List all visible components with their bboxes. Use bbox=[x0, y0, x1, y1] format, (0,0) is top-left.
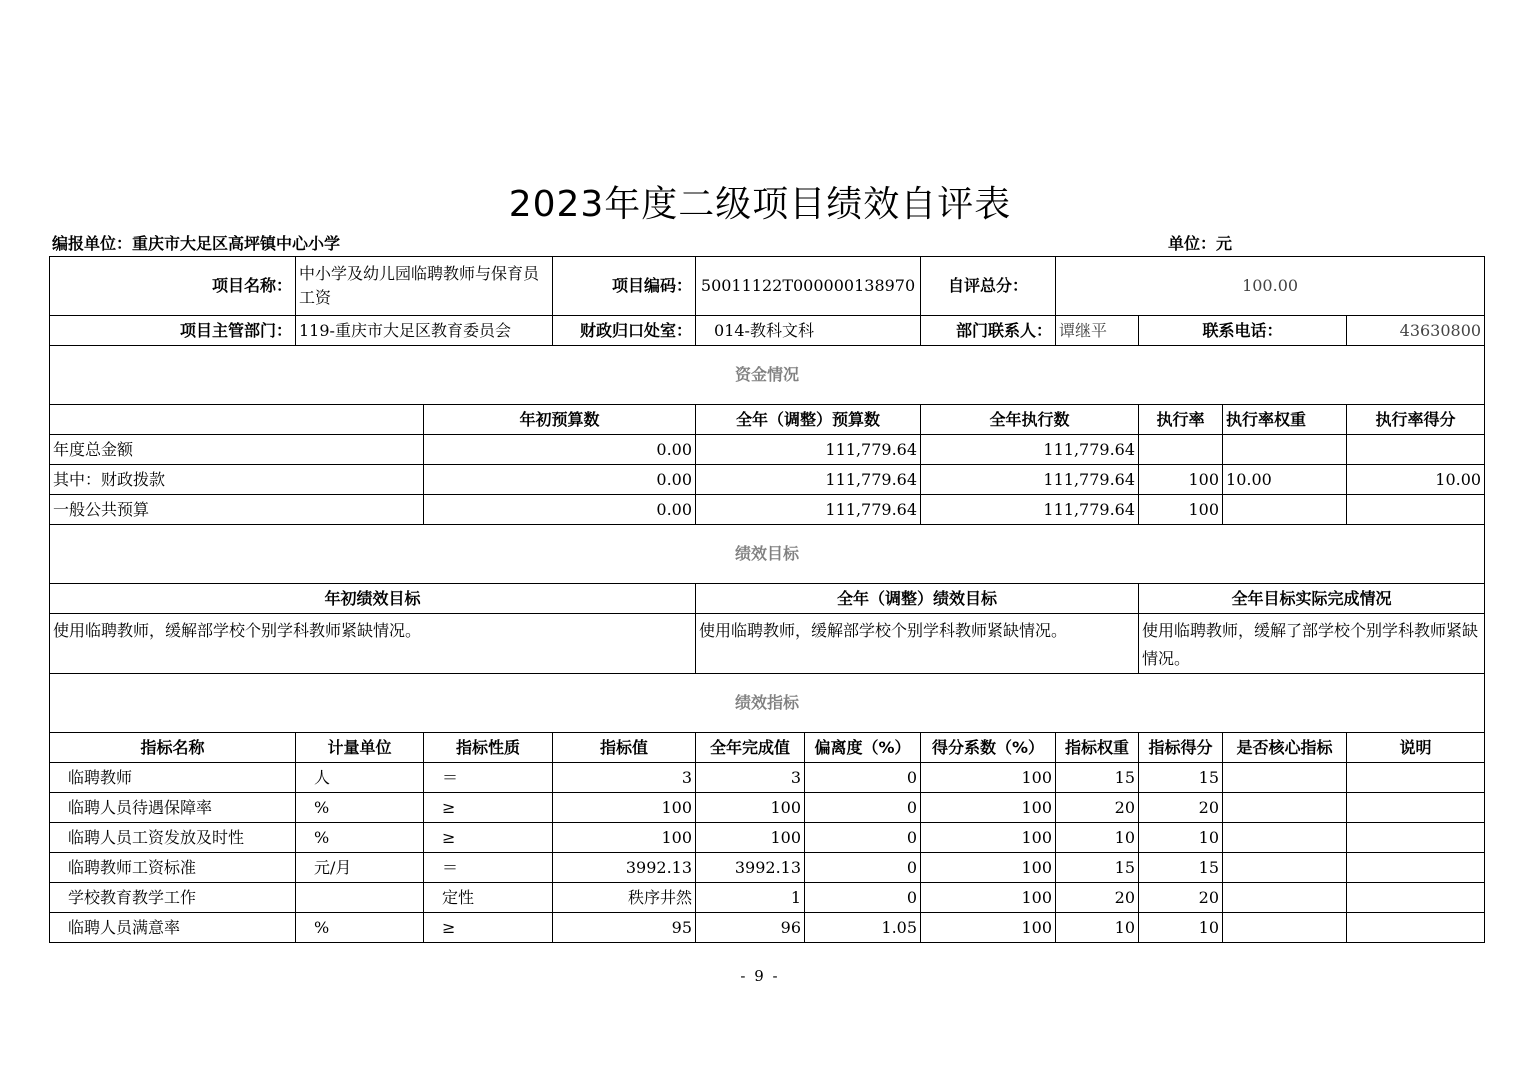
indicator-cell: 15 bbox=[1056, 763, 1139, 793]
funds-cell bbox=[1347, 435, 1485, 465]
finance-office: 014-教科文科 bbox=[696, 316, 921, 346]
indicator-cell: 100 bbox=[921, 913, 1056, 943]
funds-cell bbox=[1139, 435, 1223, 465]
goals-section-title: 绩效目标 bbox=[50, 525, 1485, 584]
indicator-header: 得分系数（%） bbox=[921, 733, 1056, 763]
indicator-header: 偏离度（%） bbox=[805, 733, 921, 763]
total-score: 100.00 bbox=[1056, 257, 1485, 316]
funds-cell: 111,779.64 bbox=[921, 495, 1139, 525]
indicator-cell: 人 bbox=[296, 763, 424, 793]
project-code: 50011122T000000138970 bbox=[696, 257, 921, 316]
phone-number: 43630800 bbox=[1347, 316, 1485, 346]
funds-cell: 111,779.64 bbox=[696, 465, 921, 495]
phone-label: 联系电话： bbox=[1139, 316, 1347, 346]
indicator-cell: 临聘教师工资标准 bbox=[50, 853, 296, 883]
indicator-cell: 临聘教师 bbox=[50, 763, 296, 793]
funds-cell: 其中：财政拨款 bbox=[50, 465, 424, 495]
indicator-cell: 元/月 bbox=[296, 853, 424, 883]
funds-cell bbox=[1347, 495, 1485, 525]
indicator-cell: ≥ bbox=[424, 913, 553, 943]
indicator-cell: 15 bbox=[1139, 853, 1223, 883]
indicators-header-row bbox=[50, 733, 1485, 763]
funds-header: 执行率得分 bbox=[1347, 405, 1485, 435]
goals-header-row bbox=[50, 584, 1485, 614]
indicator-cell: % bbox=[296, 823, 424, 853]
indicator-cell: ＝ bbox=[424, 853, 553, 883]
indicator-cell: 100 bbox=[921, 763, 1056, 793]
project-info-row bbox=[50, 257, 1485, 316]
funds-section-title: 资金情况 bbox=[50, 346, 1485, 405]
indicator-cell bbox=[1223, 853, 1347, 883]
funds-header-row bbox=[50, 405, 1485, 435]
project-code-label: 项目编码： bbox=[553, 257, 696, 316]
funds-header: 执行率权重 bbox=[1223, 405, 1347, 435]
funds-cell: 0.00 bbox=[424, 495, 696, 525]
evaluation-table bbox=[49, 256, 1485, 943]
indicator-cell: % bbox=[296, 793, 424, 823]
department-row bbox=[50, 316, 1485, 346]
indicator-cell: 0 bbox=[805, 763, 921, 793]
indicator-cell: 20 bbox=[1056, 793, 1139, 823]
page-number: - 9 - bbox=[740, 967, 780, 985]
indicator-row bbox=[50, 913, 1485, 943]
indicator-cell: 100 bbox=[553, 823, 696, 853]
funds-cell: 0.00 bbox=[424, 465, 696, 495]
score-label: 自评总分： bbox=[921, 257, 1056, 316]
indicator-row bbox=[50, 883, 1485, 913]
funds-cell: 111,779.64 bbox=[921, 465, 1139, 495]
indicator-cell bbox=[1347, 793, 1485, 823]
indicator-cell: 10 bbox=[1139, 913, 1223, 943]
indicator-cell: 15 bbox=[1056, 853, 1139, 883]
indicator-cell bbox=[1347, 823, 1485, 853]
indicator-cell bbox=[1223, 793, 1347, 823]
indicator-header: 指标值 bbox=[553, 733, 696, 763]
indicator-cell bbox=[1223, 823, 1347, 853]
funds-cell: 100 bbox=[1139, 465, 1223, 495]
funds-header bbox=[50, 405, 424, 435]
indicator-cell: 95 bbox=[553, 913, 696, 943]
funds-row bbox=[50, 465, 1485, 495]
indicator-cell bbox=[1347, 913, 1485, 943]
indicator-cell: 100 bbox=[696, 823, 805, 853]
indicator-cell: 1.05 bbox=[805, 913, 921, 943]
indicator-cell: ≥ bbox=[424, 793, 553, 823]
indicator-cell: 3992.13 bbox=[553, 853, 696, 883]
currency-unit: 单位：元 bbox=[1168, 234, 1233, 253]
goal-adjusted: 使用临聘教师，缓解部学校个别学科教师紧缺情况。 bbox=[696, 614, 1139, 674]
indicator-header: 指标得分 bbox=[1139, 733, 1223, 763]
indicator-cell: 20 bbox=[1056, 883, 1139, 913]
indicator-header: 指标权重 bbox=[1056, 733, 1139, 763]
indicator-cell: 0 bbox=[805, 823, 921, 853]
funds-header: 全年（调整）预算数 bbox=[696, 405, 921, 435]
funds-cell: 111,779.64 bbox=[921, 435, 1139, 465]
funds-row bbox=[50, 495, 1485, 525]
indicator-cell: 临聘人员待遇保障率 bbox=[50, 793, 296, 823]
indicator-row bbox=[50, 793, 1485, 823]
goals-header: 全年（调整）绩效目标 bbox=[696, 584, 1139, 614]
funds-cell: 10.00 bbox=[1347, 465, 1485, 495]
indicator-header: 说明 bbox=[1347, 733, 1485, 763]
indicator-cell: 临聘人员工资发放及时性 bbox=[50, 823, 296, 853]
indicator-cell: 0 bbox=[805, 853, 921, 883]
indicator-cell: 100 bbox=[921, 823, 1056, 853]
finance-label: 财政归口处室： bbox=[553, 316, 696, 346]
indicator-cell: 10 bbox=[1139, 823, 1223, 853]
indicator-cell: 10 bbox=[1056, 823, 1139, 853]
indicator-cell bbox=[1347, 883, 1485, 913]
indicator-header: 指标名称 bbox=[50, 733, 296, 763]
goals-row bbox=[50, 614, 1485, 674]
funds-cell bbox=[1223, 435, 1347, 465]
funds-cell: 年度总金额 bbox=[50, 435, 424, 465]
project-name: 中小学及幼儿园临聘教师与保育员工资 bbox=[296, 257, 553, 316]
indicator-cell: 100 bbox=[921, 883, 1056, 913]
reporting-unit: 编报单位：重庆市大足区高坪镇中心小学 bbox=[52, 234, 341, 253]
funds-header: 年初预算数 bbox=[424, 405, 696, 435]
indicator-cell: 100 bbox=[553, 793, 696, 823]
contact-label: 部门联系人： bbox=[921, 316, 1056, 346]
goal-actual: 使用临聘教师，缓解了部学校个别学科教师紧缺情况。 bbox=[1139, 614, 1485, 674]
indicator-cell: ≥ bbox=[424, 823, 553, 853]
funds-cell bbox=[1223, 495, 1347, 525]
funds-header: 执行率 bbox=[1139, 405, 1223, 435]
indicator-cell bbox=[1223, 913, 1347, 943]
indicator-header: 指标性质 bbox=[424, 733, 553, 763]
indicator-cell: 临聘人员满意率 bbox=[50, 913, 296, 943]
indicator-cell: % bbox=[296, 913, 424, 943]
page-title: 2023年度二级项目绩效自评表 bbox=[508, 184, 1012, 225]
funds-cell: 10.00 bbox=[1223, 465, 1347, 495]
project-name-label: 项目名称： bbox=[50, 257, 296, 316]
indicator-cell: 0 bbox=[805, 793, 921, 823]
indicator-cell: 20 bbox=[1139, 793, 1223, 823]
indicator-cell bbox=[296, 883, 424, 913]
goals-header: 年初绩效目标 bbox=[50, 584, 696, 614]
indicator-cell: 100 bbox=[696, 793, 805, 823]
goal-initial: 使用临聘教师，缓解部学校个别学科教师紧缺情况。 bbox=[50, 614, 696, 674]
indicator-cell bbox=[1347, 853, 1485, 883]
indicator-row bbox=[50, 763, 1485, 793]
indicator-rows bbox=[50, 763, 1485, 943]
indicator-cell: 100 bbox=[921, 793, 1056, 823]
indicator-header: 计量单位 bbox=[296, 733, 424, 763]
indicator-cell: 定性 bbox=[424, 883, 553, 913]
contact-person: 谭继平 bbox=[1056, 316, 1139, 346]
indicator-cell: 1 bbox=[696, 883, 805, 913]
indicator-cell: 3 bbox=[553, 763, 696, 793]
indicator-header: 全年完成值 bbox=[696, 733, 805, 763]
dept-label: 项目主管部门： bbox=[50, 316, 296, 346]
indicator-cell: 15 bbox=[1139, 763, 1223, 793]
funds-cell: 0.00 bbox=[424, 435, 696, 465]
indicator-cell bbox=[1347, 763, 1485, 793]
indicator-cell: 96 bbox=[696, 913, 805, 943]
indicator-header: 是否核心指标 bbox=[1223, 733, 1347, 763]
indicator-row bbox=[50, 853, 1485, 883]
indicator-cell: 20 bbox=[1139, 883, 1223, 913]
indicator-cell: ＝ bbox=[424, 763, 553, 793]
funds-header: 全年执行数 bbox=[921, 405, 1139, 435]
funds-cell: 111,779.64 bbox=[696, 435, 921, 465]
funds-cell: 111,779.64 bbox=[696, 495, 921, 525]
funds-cell: 一般公共预算 bbox=[50, 495, 424, 525]
indicator-cell: 10 bbox=[1056, 913, 1139, 943]
funds-cell: 100 bbox=[1139, 495, 1223, 525]
indicator-cell: 3992.13 bbox=[696, 853, 805, 883]
indicators-section-title: 绩效指标 bbox=[50, 674, 1485, 733]
indicator-cell bbox=[1223, 763, 1347, 793]
dept: 119-重庆市大足区教育委员会 bbox=[296, 316, 553, 346]
indicator-cell: 100 bbox=[921, 853, 1056, 883]
indicator-row bbox=[50, 823, 1485, 853]
indicator-cell: 秩序井然 bbox=[553, 883, 696, 913]
indicator-cell: 学校教育教学工作 bbox=[50, 883, 296, 913]
indicator-cell: 3 bbox=[696, 763, 805, 793]
funds-row bbox=[50, 435, 1485, 465]
indicator-cell: 0 bbox=[805, 883, 921, 913]
indicator-cell bbox=[1223, 883, 1347, 913]
goals-header: 全年目标实际完成情况 bbox=[1139, 584, 1485, 614]
